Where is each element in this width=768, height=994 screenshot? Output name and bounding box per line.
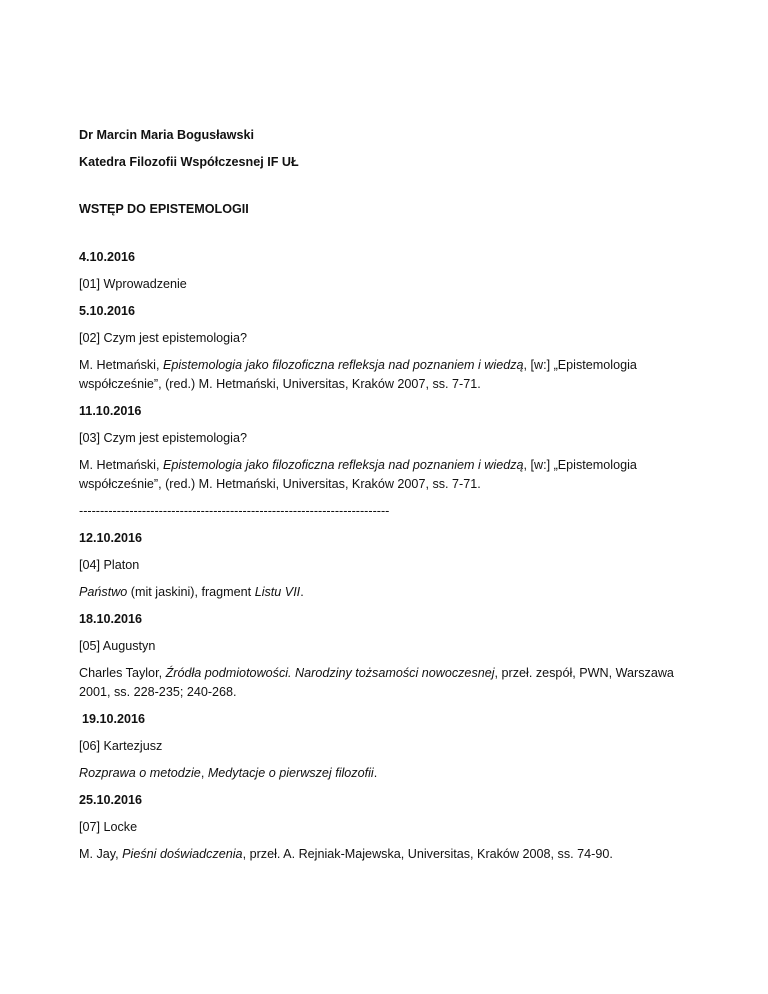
- reading-title: Listu VII: [254, 585, 301, 599]
- session-topic: [03] Czym jest epistemologia?: [79, 431, 247, 445]
- reading-details: .: [373, 766, 378, 780]
- session-reading: [79, 664, 679, 702]
- reading-details: , przeł. zespół, PWN, Warszawa 2001, ss. 228-235; 240-268.: [79, 666, 674, 699]
- reading-author: M. Hetmański,: [79, 358, 163, 372]
- author-name: Dr Marcin Maria Bogusławski: [79, 128, 254, 142]
- reading-title: Rozprawa o metodzie: [79, 766, 201, 780]
- reading-details: .: [300, 585, 304, 599]
- session-reading: [79, 583, 679, 602]
- session-reading: [79, 845, 679, 864]
- reading-title: Medytacje o pierwszej filozofii: [207, 766, 374, 780]
- session-topic: [06] Kartezjusz: [79, 739, 163, 753]
- session-reading: [79, 764, 679, 783]
- session-date: 11.10.2016: [79, 404, 142, 418]
- session-date: 5.10.2016: [79, 304, 136, 318]
- session-date: 4.10.2016: [79, 250, 136, 264]
- course-title: WSTĘP DO EPISTEMOLOGII: [79, 202, 249, 216]
- session-topic: [02] Czym jest epistemologia?: [79, 331, 247, 345]
- session-date: 19.10.2016: [82, 712, 146, 726]
- reading-details: (mit jaskini), fragment: [127, 585, 255, 599]
- reading-details: , [w:] „Epistemologia współcześnie”, (red.) M. Hetmański, Universitas, Kraków 2007, ss. 7-71.: [79, 458, 637, 491]
- reading-details: , [w:] „Epistemologia współcześnie”, (red.) M. Hetmański, Universitas, Kraków 2007, ss. 7-71.: [79, 358, 637, 391]
- reading-author: M. Jay,: [79, 847, 123, 861]
- session-date: 18.10.2016: [79, 612, 143, 626]
- session-reading: [79, 456, 679, 494]
- reading-title: Epistemologia jako filozoficzna refleksja nad poznaniem i wiedzą: [162, 458, 524, 472]
- reading-title: Pieśni doświadczenia: [122, 847, 243, 861]
- session-topic: [07] Locke: [79, 820, 138, 834]
- reading-title: Epistemologia jako filozoficzna refleksja nad poznaniem i wiedzą: [162, 358, 524, 372]
- session-topic: [04] Platon: [79, 558, 140, 572]
- reading-author: M. Hetmański,: [79, 458, 163, 472]
- reading-details: ,: [200, 766, 208, 780]
- session-topic: [01] Wprowadzenie: [79, 277, 187, 291]
- session-date: 12.10.2016: [79, 531, 143, 545]
- dashed-divider: --------------------------------------------------------------------------: [79, 504, 390, 518]
- session-topic: [05] Augustyn: [79, 639, 156, 653]
- session-date: 25.10.2016: [79, 793, 143, 807]
- reading-title: Państwo: [79, 585, 128, 599]
- reading-author: Charles Taylor,: [79, 666, 166, 680]
- reading-details: , przeł. A. Rejniak-Majewska, Universitas, Kraków 2008, ss. 74-90.: [242, 847, 613, 861]
- reading-title: Źródła podmiotowości. Narodziny tożsamości nowoczesnej: [165, 666, 495, 680]
- document-body: [79, 126, 679, 864]
- session-reading: [79, 356, 679, 394]
- department-name: Katedra Filozofii Współczesnej IF UŁ: [79, 155, 299, 169]
